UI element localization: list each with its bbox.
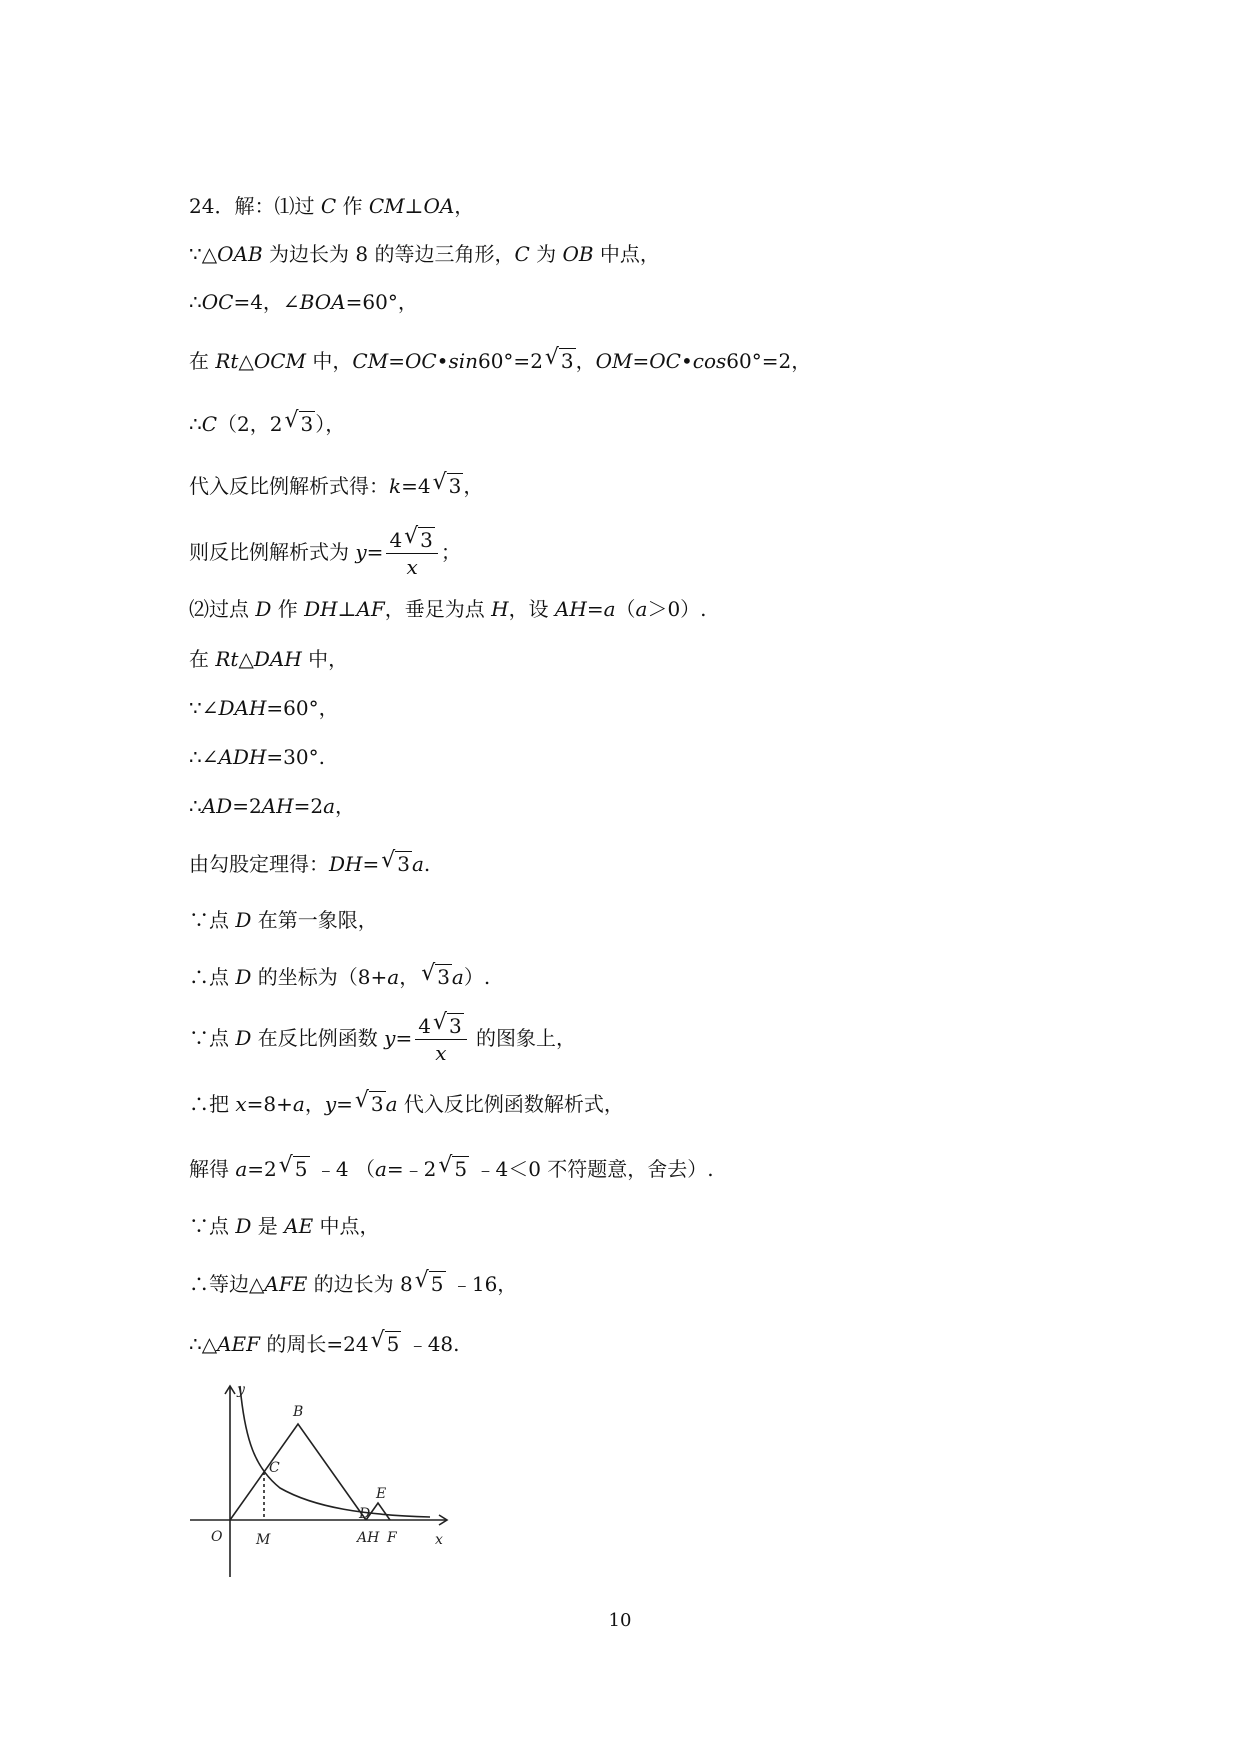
solution-line-8: ⑵过点 D 作 DH⊥AF，垂足为点 H，设 AH=a（a＞0）. [189,597,707,621]
solution-line-4: 在 Rt△OCM 中，CM=OC•sin60°=2 √ 3 ，OM=OC•cos60°=2， [189,345,812,373]
sqrt-symbol: √ 3 [544,345,574,373]
sqrt-symbol: √ 3 [354,1088,384,1116]
solution-line-17: ∴把 x=8+a，y= √ 3 a 代入反比例函数解析式， [189,1088,624,1116]
solution-line-18: 解得 a=2 √ 5 ﹣4 （a=﹣2 √ 5 ﹣4＜0 不符题意，舍去）. [189,1153,714,1181]
solution-line-14: ∵点 D 在第一象限， [189,908,378,932]
label-f: F [387,1530,397,1546]
label-ah: AH [357,1530,380,1546]
fraction: 4 √ 3 x [386,527,437,580]
solution-line-7: 则反比例解析式为 y= 4 √ 3 x ； [189,524,461,579]
sqrt-symbol: √ 5 [278,1153,308,1181]
solution-line-16: ∵点 D 在反比例函数 y= 4 √ 3 x 的图象上， [189,1010,577,1065]
solution-line-9: 在 Rt△DAH 中， [189,647,349,671]
solution-line-3: ∴OC=4，∠BOA=60°， [189,290,418,314]
label-x: x [435,1532,443,1548]
sqrt-symbol: √ 3 [381,848,410,876]
solution-line-6: 代入反比例解析式得：k=4 √ 3 ， [189,470,484,498]
solution-line-13: 由勾股定理得：DH= √ 3 a. [189,848,431,876]
geometry-figure [185,1380,455,1580]
solution-line-15: ∴点 D 的坐标为（8+a， √ 3 a）. [189,961,491,989]
solution-line-20: ∴等边△AFE 的边长为 8 √ 5 ﹣16， [189,1268,518,1296]
fraction: 4 √ 3 x [415,1013,466,1066]
solution-line-21: ∴△AEF 的周长=24 √ 5 ﹣48. [189,1328,460,1356]
sqrt-symbol: √ 5 [370,1328,400,1356]
label-d: D [359,1506,371,1522]
triangle-oab [230,1424,366,1520]
solution-line-19: ∵点 D 是 AE 中点， [189,1214,380,1238]
sqrt-symbol: √ 3 [432,470,462,498]
label-e: E [376,1486,387,1502]
solution-line-5: ∴C（2，2 √ 3 ）， [189,408,346,436]
solution-line-1: 24．解：⑴过 C 作 CM⊥OA， [189,194,475,218]
label-b: B [293,1404,304,1420]
label-o: O [211,1529,223,1545]
label-m: M [256,1532,271,1548]
sqrt-symbol: √ 5 [438,1153,468,1181]
sqrt-symbol: √ 5 [414,1268,444,1296]
solution-line-2: ∵△OAB 为边长为 8 的等边三角形，C 为 OB 中点， [189,242,660,266]
page-number: 10 [608,1610,632,1631]
hyperbola-curve [240,1386,430,1517]
label-y: y [237,1382,245,1398]
solution-line-11: ∴∠ADH=30°. [189,745,325,769]
label-c: C [269,1460,280,1476]
solution-line-12: ∴AD=2AH=2a， [189,794,356,818]
sqrt-symbol: √ 3 [284,408,314,436]
solution-line-10: ∵∠DAH=60°， [189,696,339,720]
sqrt-symbol: √ 3 [421,961,450,989]
